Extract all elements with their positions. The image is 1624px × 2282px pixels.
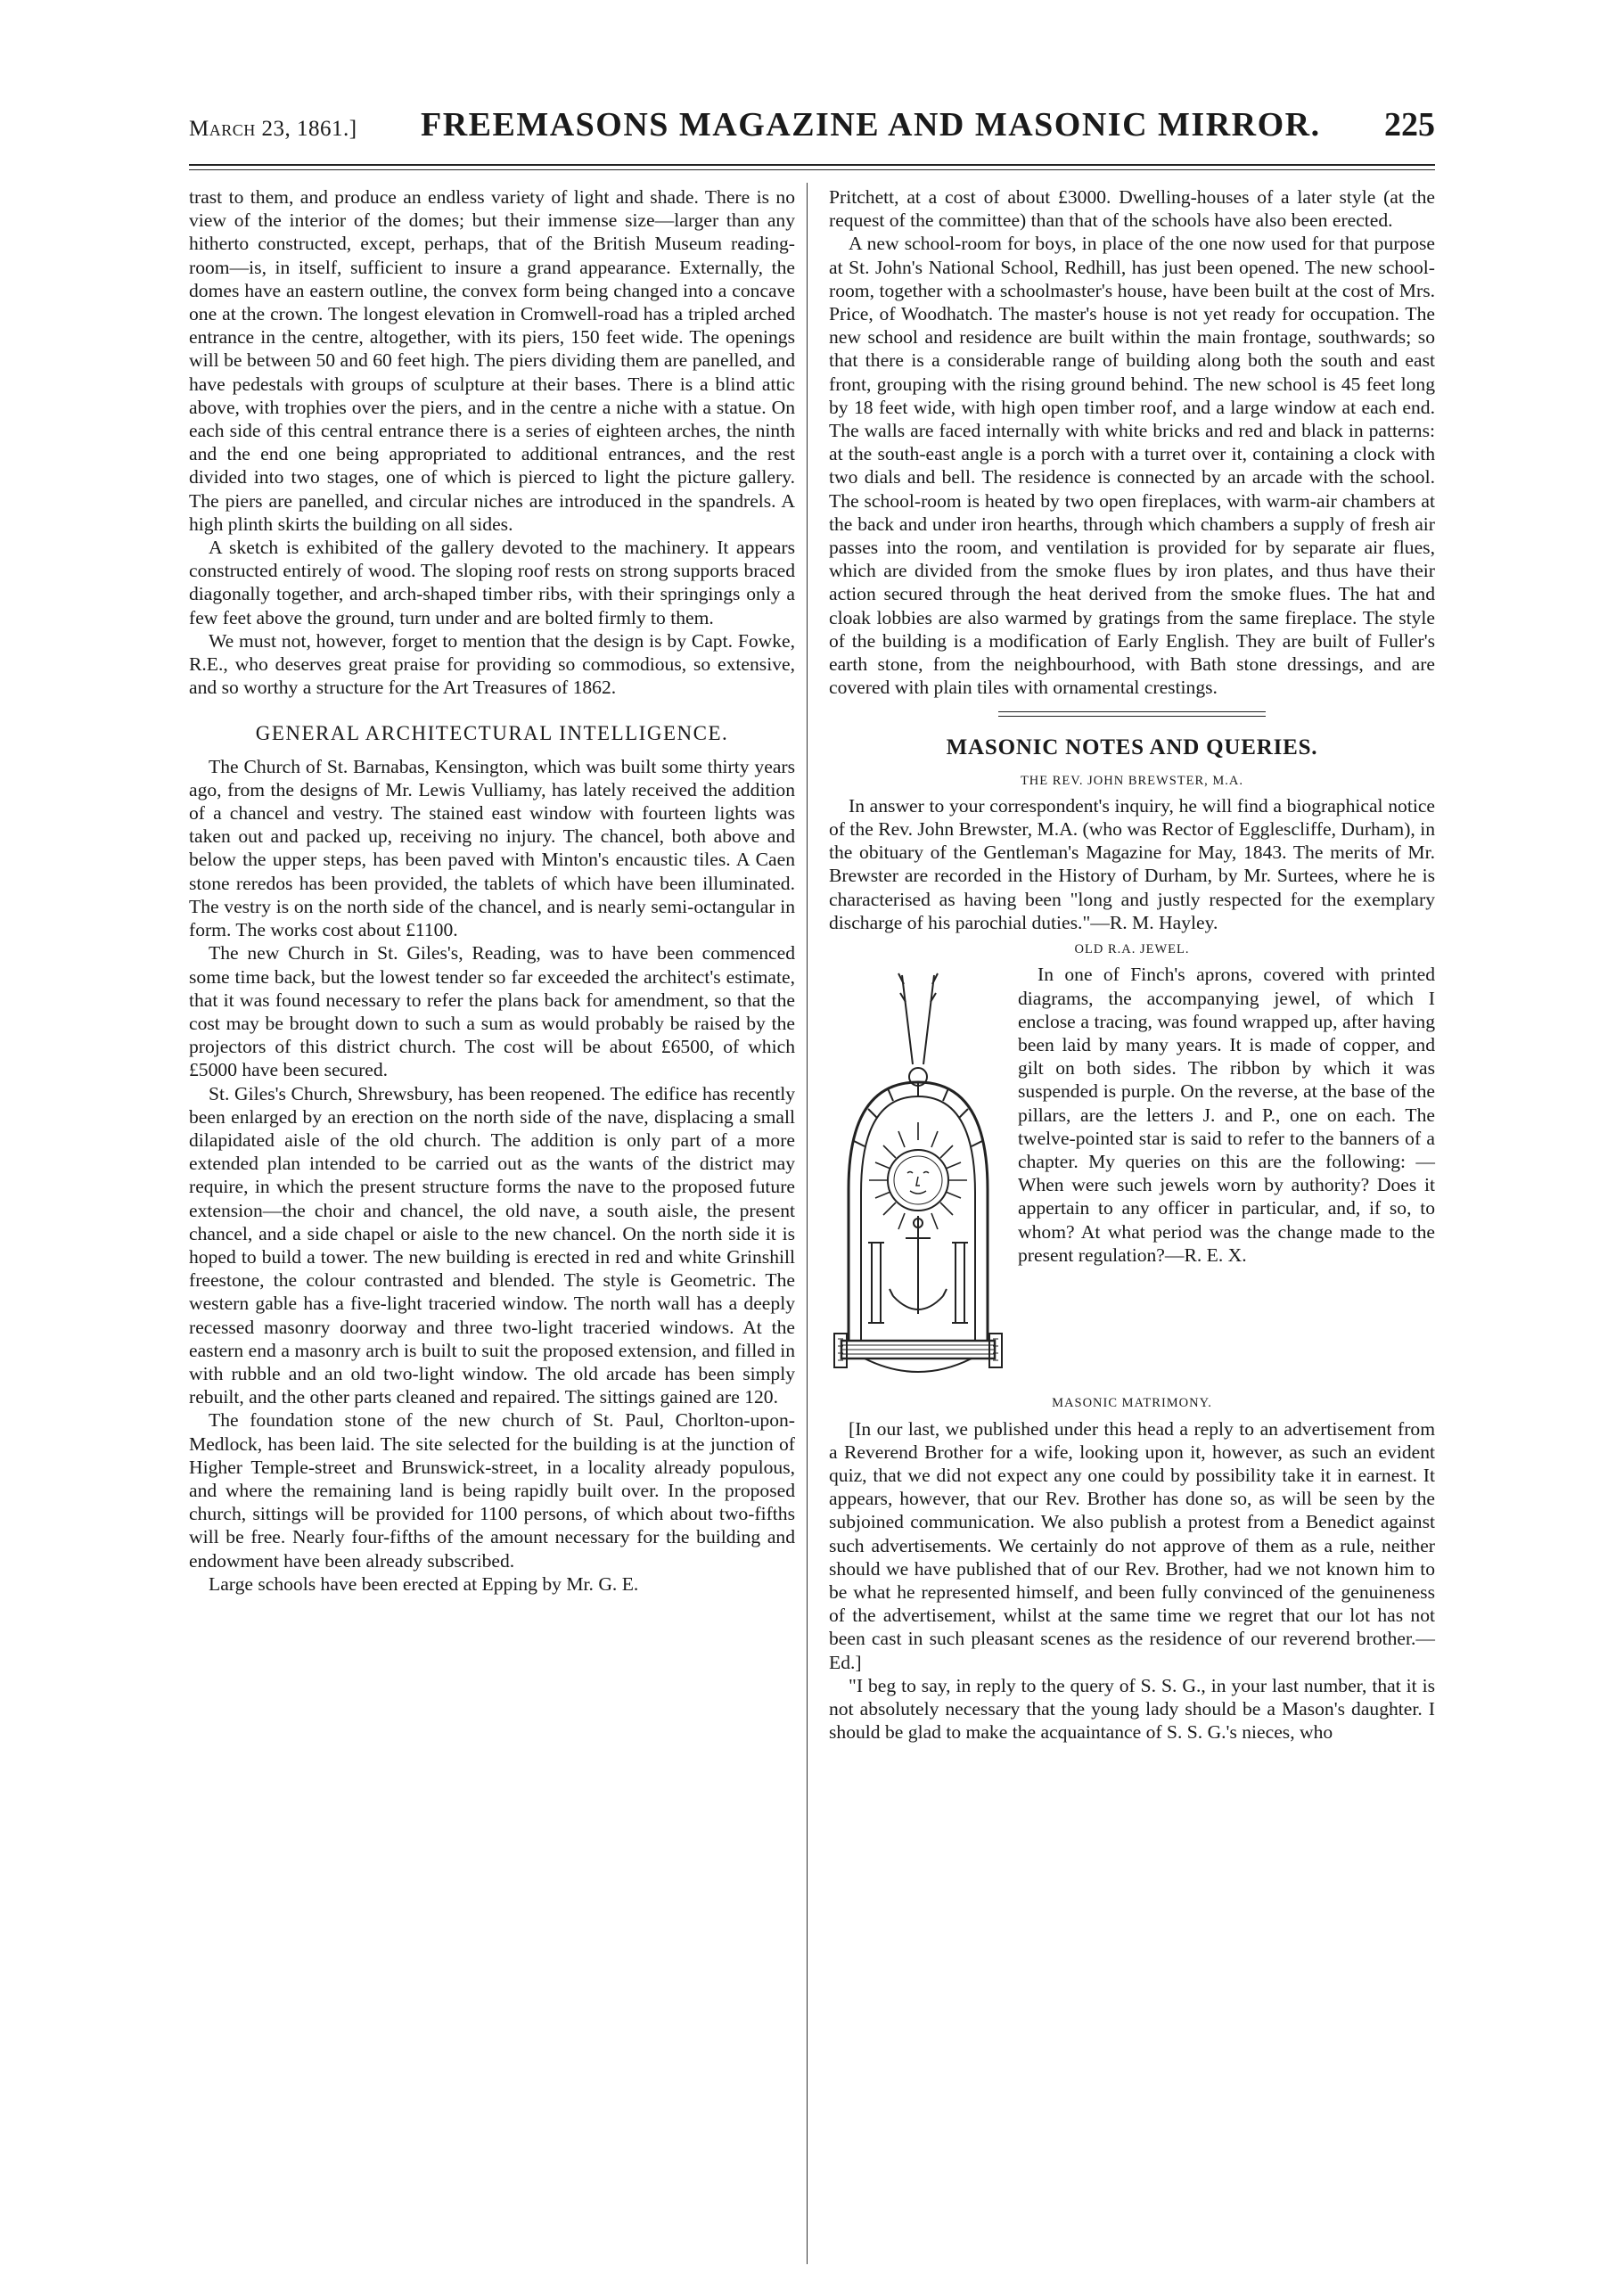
page-number: 225 xyxy=(1384,106,1435,144)
header-rule xyxy=(189,164,1435,166)
paragraph: trast to them, and produce an endless variety of light and shade. There is no view of the interior of the domes; but their immense size—larger than any hitherto constructed, except, perhaps, that of the British Museum reading-room—is, in itself, sufficient to insure a grand appearance. Externally, the domes have an eastern outline, the convex form being changed into a concave one at the crown. The longest elevation in Cromwell-road has a tripled arched entrance in the centre, altogether, with its piers, 150 feet wide. The openings will be between 50 and 60 feet high. The piers dividing them are panelled, and have pedestals with groups of sculpture at their bases. There is a blind attic above, with trophies over the piers, and in the centre a niche with a statue. On each side of this central entrance there is a series of eighteen arches, the ninth and the end one being appropriated to additional entrances, and the rest divided into two stages, one of which is pierced to light the picture gallery. The piers are panelled, and circular niches are introduced in the spandrels. A high plinth skirts the building on all sides. xyxy=(189,186,795,535)
column-divider xyxy=(807,183,808,2264)
right-column xyxy=(829,185,1435,1744)
header-rule-thin xyxy=(189,169,1435,170)
paragraph: "I beg to say, in reply to the query of S. S. G., in your last number, that it is not absolutely necessary that the young lady should be a Mason's daughter. I should be glad to make the acquaintance of S. S. G.'s nieces, who xyxy=(829,1674,1435,1744)
section-heading: MASONIC NOTES AND QUERIES. xyxy=(946,735,1318,760)
paragraph: In one of Finch's aprons, covered with printed diagrams, the accompanying jewel, of which I enclose a tracing, was found wrapped up, after having been laid by many years. It is made of copper, and gilt on both sides. The ribbon by which it was suspended is purple. On the reverse, at the base of the pillars, are the letters J. and P., one on each. The twelve-pointed star is said to refer to the banners of a chapter. My queries on this are the following: —When were such jewels worn by authority? Does it appertain to any officer in particular, and, if so, to whom? At what period was the change made to the present regulation?—R. E. X. xyxy=(1018,964,1435,1266)
page-header xyxy=(189,105,1435,155)
section-divider xyxy=(998,711,1266,717)
paragraph: The Church of St. Barnabas, Kensington, which was built some thirty years ago, from the designs of Mr. Lewis Vulliamy, has lately received the addition of a chancel and vestry. The stained east window with fourteen lights was taken out and packed up, receiving no injury. The chancel, both above and below the upper steps, has been paved with Minton's encaustic tiles. A Caen stone reredos has been provided, the tablets of which have been illuminated. The vestry is on the north side of the chancel, and is nearly semi-octangular in form. The works cost about £1100. xyxy=(189,755,795,941)
paragraph: The new Church in St. Giles's, Reading, was to have been commenced some time back, but the lowest tender so far exceeded the architect's estimate, that it was found necessary to refer the plans back for amendment, so that the cost may be brought down to such a sum as would probably be raised by the projectors of this district church. The cost will be about £6500, of which £5000 have been secured. xyxy=(189,942,795,1081)
magazine-title: FREEMASONS MAGAZINE AND MASONIC MIRROR. xyxy=(420,106,1321,144)
paragraph: A sketch is exhibited of the gallery devoted to the machinery. It appears constructed entirely of wood. The sloping roof rests on strong supports braced diagonally together, and arch-shaped timber ribs, with their springings only a few feet above the ground, turn under and are bolted firmly to them. xyxy=(189,537,795,628)
paragraph: We must not, however, forget to mention that the design is by Capt. Fowke, R.E., who deserves great praise for providing so commodious, so extensive, and so worthy a structure for the Art Treasures of 1862. xyxy=(189,629,795,699)
paragraph: St. Giles's Church, Shrewsbury, has been reopened. The edifice has recently been enlarged by an erection on the north side of the nave, displacing a small dilapidated aisle of the old church. The addition is only part of a more extended plan intended to be carried out as the wants of the district may require, in which the present structure forms the nave to the proposed future extension—the choir and chancel, the old nave, a south aisle, the present chancel, and a side chapel or aisle to the new chancel. On the north side it is hoped to build a tower. The new building is erected in red and white Grinshill freestone, the colour contrasted and blended. The style is Geometric. The western gable has a five-light traceried window. The north wall has a deeply recessed masonry doorway and three two-light traceried windows. At the eastern end a masonry arch is built to suit the proposed extension, and filled in with rubble and an old two-light window. The old arcade has been simply rebuilt, and the other parts cleaned and repaired. The sittings gained are 120. xyxy=(189,1082,795,1408)
left-column xyxy=(189,185,795,1596)
royal-arch-jewel-icon xyxy=(829,966,1007,1390)
paragraph: Large schools have been erected at Epping by Mr. G. E. xyxy=(209,1572,639,1595)
paragraph: In answer to your correspondent's inquiry, he will find a biographical notice of the Rev. John Brewster, M.A. (who was Rector of Egglescliffe, Durham), in the obituary of the Gentleman's Magazine for May, 1843. The merits of Mr. Brewster are recorded in the History of Durham, by Mr. Surtees, where he is characterised as having been "long and justly respected for the exemplary discharge of his parochial duties."—R. M. Hayley. xyxy=(829,794,1435,933)
sub-heading: THE REV. JOHN BREWSTER, M.A. xyxy=(1020,773,1244,788)
paragraph: Pritchett, at a cost of about £3000. Dwelling-houses of a later style (at the request of the committee) than that of the schools have also been erected. xyxy=(829,186,1435,232)
issue-date: March 23, 1861.] xyxy=(189,117,357,141)
section-heading: GENERAL ARCHITECTURAL INTELLIGENCE. xyxy=(255,722,729,745)
paragraph: [In our last, we published under this head a reply to an advertisement from a Reverend Brother for a wife, looking upon it, however, as such an evident quiz, that we did not expect any one could by possibility take it in earnest. It appears, however, that our Rev. Brother has done so, as will be seen by the subjoined communication. We also publish a protest from a Benedict against such advertisements. We certainly do not approve of them as a rule, neither should we have published that of our Rev. Brother, had we not known him to be what he represented himself, and been fully convinced of the genuineness of the advertisement, whilst at the same time we regret that our lot has not been cast in such pleasant scenes as the residence of our reverend brother.—Ed.] xyxy=(829,1417,1435,1673)
sub-heading: MASONIC MATRIMONY. xyxy=(1052,1396,1212,1411)
paragraph: A new school-room for boys, in place of the one now used for that purpose at St. John's National School, Redhill, has just been opened. The new school-room, together with a schoolmaster's house, have been built at the cost of Mrs. Price, of Woodhatch. The master's house is not yet ready for occupation. The new school and residence are built within the main frontage, southwards; so that there is a considerable range of building along both the south and east front, grouping with the rising ground behind. The new school is 45 feet long by 18 feet wide, with high open timber roof, and a large window at each end. The walls are faced internally with white bricks and red and black in patterns: at the south-east angle is a porch with a turret over it, containing a clock with two dials and bell. The residence is connected by an arcade with the school. The school-room is heated by two open fireplaces, with warm-air chambers at the back and under iron hearths, through which chambers a supply of fresh air passes into the room, and ventilation is provided for by separate air flues, which are divided from the smoke flues by iron plates, and thus have their action secured through the heat derived from the smoke flues. The hat and cloak lobbies are also warmed by gratings from the same fireplace. The style of the building is a modification of Early English. They are built of Fuller's earth stone, from the neighbourhood, with Bath stone dressings, and are covered with plain tiles with ornamental crestings. xyxy=(829,233,1435,699)
paragraph: The foundation stone of the new church of St. Paul, Chorlton-upon-Medlock, has been laid. The site selected for the building is at the junction of Higher Temple-street and Brunswick-street, in a locality already populous, and where the remaining land is being rapidly built over. In the proposed church, sittings will be provided for 1100 persons, of which about two-fifths will be free. Nearly four-fifths of the amount necessary for the building and endowment have been already subscribed. xyxy=(189,1409,795,1572)
sub-heading: OLD R.A. JEWEL. xyxy=(1074,942,1190,957)
